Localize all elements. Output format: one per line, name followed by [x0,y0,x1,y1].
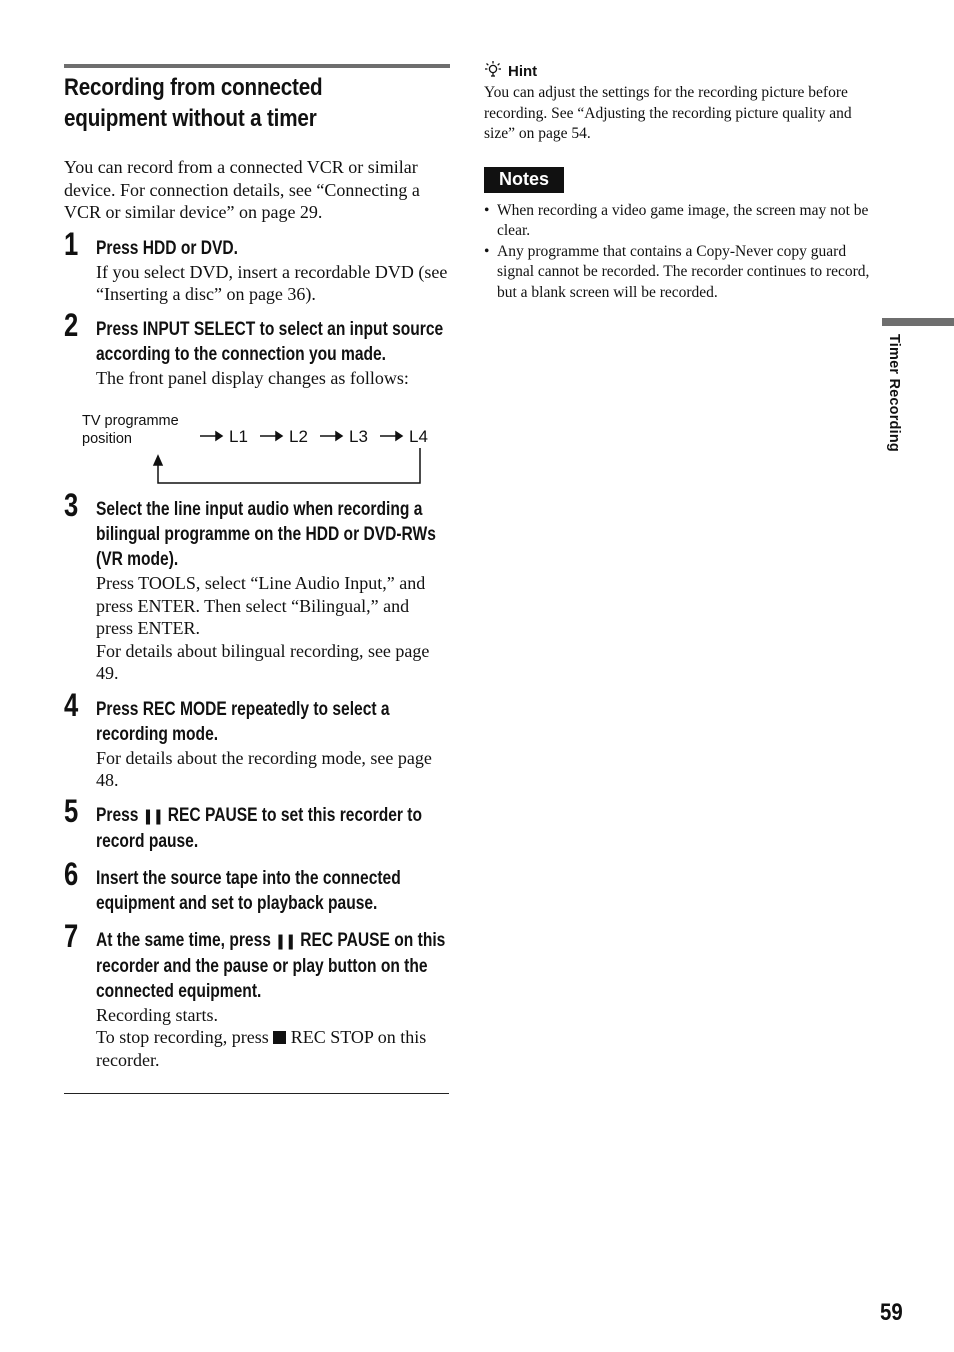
step-body: Press TOOLS, select “Line Audio Input,” and press ENTER. Then select “Bilingual,” and press ENTER. [96,573,426,638]
step-body: The front panel display changes as follows: [96,367,409,388]
pause-icon: ❚❚ [142,807,164,825]
step-7 [64,917,450,1072]
step-number: 3 [64,487,79,523]
lightbulb-icon [484,60,502,82]
hint-heading [484,60,884,82]
main-column [64,64,450,1071]
bullet-icon: • [484,242,490,260]
step-body-extra: For details about bilingual recording, see page 49. [96,640,430,683]
step-heading-pre: At the same time, press [96,929,271,951]
diagram-input-l1: L1 [229,427,248,446]
intro-paragraph: You can record from a connected VCR or similar device. For connection details, see “Connecting a VCR or similar device” on page 29. [64,157,420,222]
pause-icon: ❚❚ [275,932,296,950]
step-number: 6 [64,855,79,892]
page-number: 59 [880,1299,903,1326]
step-heading: Insert the source tape into the connected equipment and set to playback pause. [96,867,401,914]
step-heading [96,803,450,854]
step-4 [64,686,450,792]
note-item [484,242,884,304]
step-number: 1 [64,225,79,262]
title-rule [64,64,450,68]
section-title-line2: equipment without a timer [64,105,317,132]
step-heading: Press REC MODE repeatedly to select a recording mode. [96,698,390,745]
return-arrow-icon [154,456,162,465]
diagram-input-l3: L3 [349,427,368,446]
step-body-extra [96,1026,450,1071]
arrow-icon [216,432,222,440]
chapter-side-label: Timer Recording [886,334,902,452]
notes-list [484,201,884,304]
stop-icon [273,1031,286,1044]
step-body: If you select DVD, insert a recordable DVD (see “Inserting a disc” on page 36). [96,261,448,304]
section-end-rule [64,1093,449,1094]
note-text: When recording a video game image, the screen may not be clear. [497,201,869,239]
step-heading: Select the line input audio when recording a bilingual programme on the HDD or DVD-RWs (VR mode). [96,499,436,570]
side-column [484,60,884,303]
hint-text: You can adjust the settings for the recording picture before recording. See “Adjusting the recording picture quality and size” on page 54. [484,84,852,142]
arrow-icon [336,432,342,440]
step-1 [64,225,450,306]
diagram-input-l2: L2 [289,427,308,446]
step-number: 2 [64,306,79,343]
step-body: Recording starts. [96,1004,218,1025]
diagram-arrows [80,410,440,490]
diagram-start-line1: TV programme [82,413,179,429]
note-text: Any programme that contains a Copy-Never copy guard signal cannot be recorded. The recorder continues to record, but a blank screen will be recorded. [497,242,870,301]
step-body-pre: To stop recording, press [96,1027,269,1047]
hint-label: Hint [508,62,538,80]
step-body: For details about the recording mode, see page 48. [96,747,432,790]
diagram-start-line2: position [82,431,132,447]
input-select-diagram [80,410,440,490]
notes-badge: Notes [484,167,564,193]
step-3 [64,487,450,685]
section-title-line1: Recording from connected [64,74,323,101]
step-number: 7 [64,917,79,954]
step-2 [64,306,450,390]
step-heading-post: REC PAUSE on this recorder and the pause or play button on the connected equipment. [96,929,446,1002]
bullet-icon: • [484,201,490,219]
step-number: 5 [64,792,79,829]
note-item [484,201,884,242]
step-number: 4 [64,686,79,723]
step-heading: Press HDD or DVD. [96,237,239,259]
arrow-icon [396,432,402,440]
step-5 [64,792,450,854]
step-body-post: REC STOP on this recorder. [96,1027,427,1070]
step-heading-pre: Press [96,804,139,826]
section-title [64,72,449,134]
step-heading-post: REC PAUSE to set this recorder to record pause. [96,804,422,852]
chapter-tab-bar [882,318,954,326]
step-heading [96,928,450,1004]
step-heading: Press INPUT SELECT to select an input source according to the connection you made. [96,318,444,365]
step-6 [64,855,450,916]
diagram-input-l4: L4 [409,427,428,446]
arrow-icon [276,432,282,440]
